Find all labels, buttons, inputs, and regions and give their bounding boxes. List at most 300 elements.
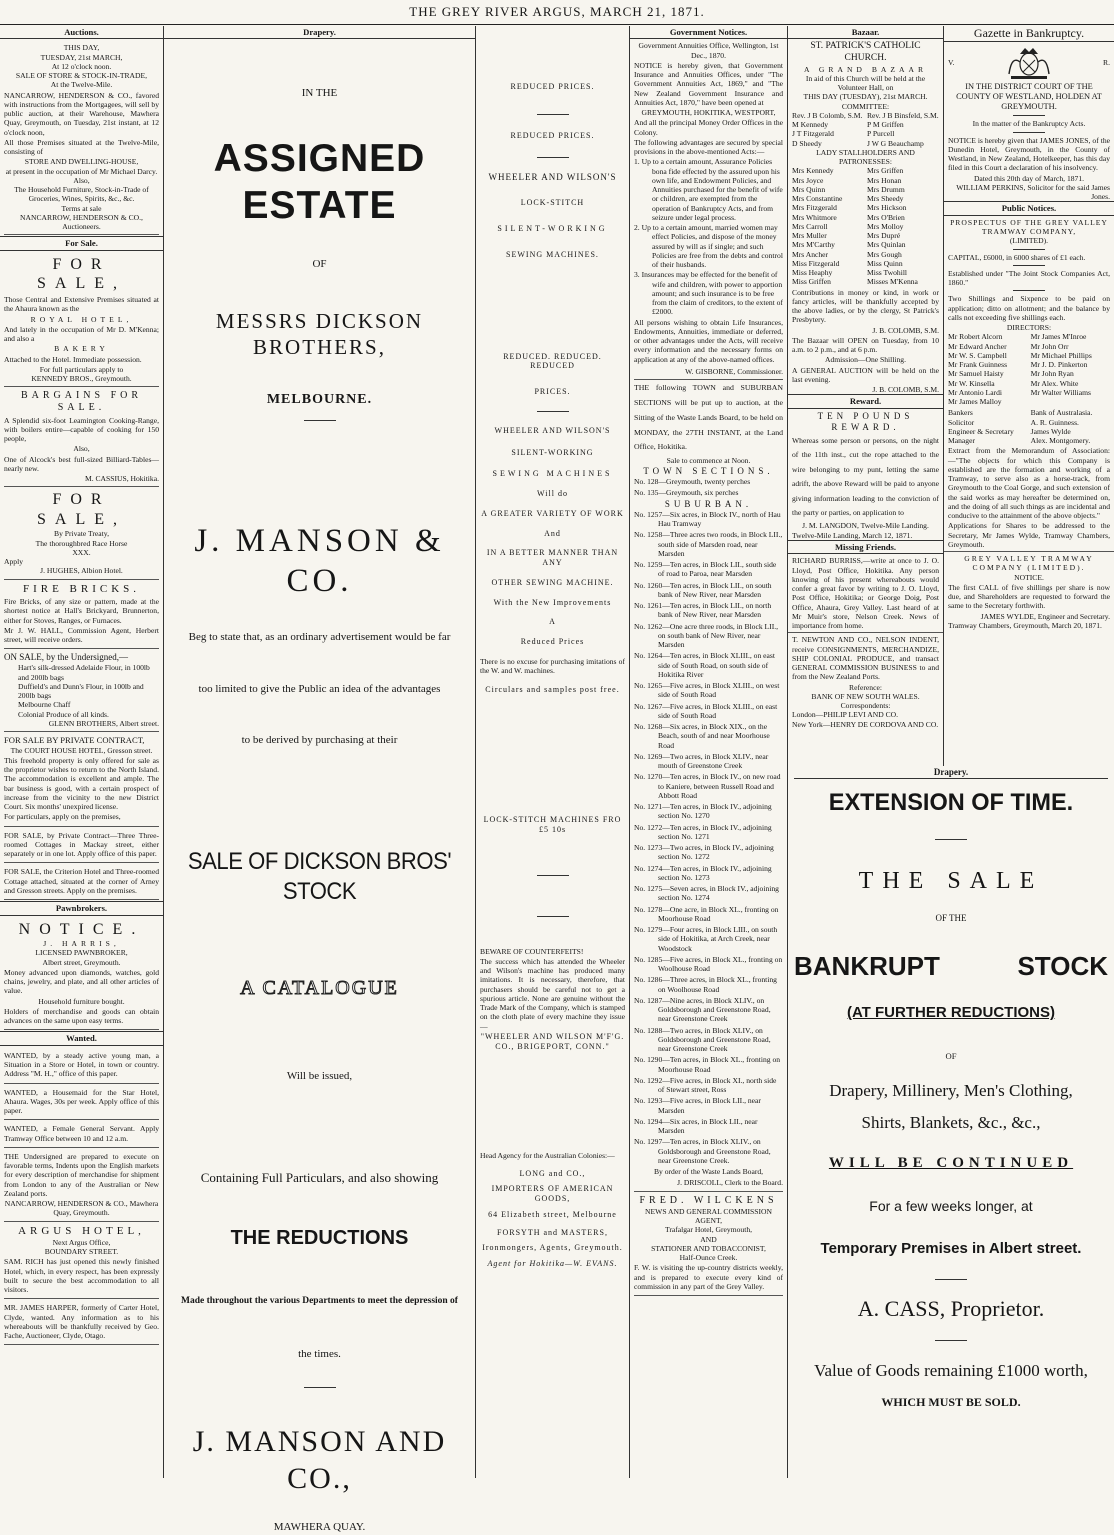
ad-line: DIRECTORS:	[1006, 323, 1052, 333]
advantages-list	[634, 157, 783, 316]
list-item: Mr Michael Phillips	[1030, 350, 1092, 360]
list-item: No. 1269—Two acres, in Block XLIV., near mouth of Greenstone Creek	[634, 751, 769, 771]
ad-line: STATIONER AND TOBACCONIST,	[651, 1243, 766, 1253]
list-item: Mrs Constantine	[792, 194, 843, 204]
ad-line: WHEELER AND WILSON'S	[494, 425, 611, 435]
divider	[537, 875, 569, 876]
ad-line: NEWS AND GENERAL COMMISSION AGENT,	[645, 1206, 772, 1226]
ad-line: Duffield's and Dunn's Flour, in 100lb and 200lb bags	[18, 681, 144, 701]
ad-body: FOR SALE, by Private Contract—Three Three-roomed Cottages in Mackay street, either separately or in one lot. Apply office of this paper.	[4, 830, 159, 859]
ad-line: R.	[1103, 58, 1110, 67]
ad-title: FOR SALE BY PRIVATE CONTRACT,	[4, 735, 145, 746]
list-item: Miss Twohill	[866, 268, 908, 278]
ad-body: A Splendid six-foot Leamington Cooking-Range, with boilers entire—capable of cooking for 150 people,	[4, 415, 159, 444]
list-item: Mr Walter Williams	[1030, 387, 1092, 397]
section-head-government: Government Notices.	[630, 26, 787, 39]
ad-line: (LIMITED).	[1009, 236, 1049, 246]
headline-word: STOCK	[1017, 951, 1108, 981]
ad-line: For a few weeks longer, at	[869, 1198, 1033, 1214]
list-item: No. 135—Greymouth, six perches	[634, 487, 739, 497]
section-head-missing-friends: Missing Friends.	[788, 540, 943, 554]
ad-line: PRICES.	[534, 387, 571, 397]
ad-line: Agent for Hokitika—W. EVANS.	[487, 1259, 618, 1269]
ad-body: For particulars, apply on the premises,	[4, 812, 121, 822]
ad-body: NOTICE is hereby given, that Government Insurance and Annuities Offices, under "The Government Annuities Act, 1869," and "The New Zealand Government Insurance and Annuities Act, 1870," have been opened at	[634, 60, 783, 107]
list-item: Mrs Sheedy	[866, 194, 904, 204]
list-item: No. 1279—Four acres, in Block LIII., on south side of Hokitika, at Arch Creek, near Woodstock	[634, 925, 778, 953]
section-head-drapery: Drapery.	[164, 26, 475, 39]
ad-line: IN THE DISTRICT COURT OF THE COUNTY OF WESTLAND, HOLDEN AT GREYMOUTH.	[956, 81, 1102, 112]
list-item: Mr James Malloy	[948, 397, 1002, 407]
column-6-notices	[944, 26, 1114, 766]
ad-wanted-housemaid	[4, 1085, 159, 1121]
ad-body: The success which has attended the Wheeler and Wilson's machine has produced many imitations. It is necessary, therefore, that purchasers should be careful not to get a spurious article. None are genuine without the Trade Mark of the Company, which is stamped on the cloth plate of every machine they issue—	[480, 956, 625, 1031]
ad-line: WHEELER AND WILSON'S	[488, 171, 617, 182]
list-item: Mrs Dupré	[866, 231, 901, 241]
ad-body: Those Central and Extensive Premises situated at the Ahaura known as the	[4, 295, 159, 314]
ad-line: NOTICE.	[1014, 572, 1044, 582]
officer-cell: Solicitor	[948, 417, 975, 427]
section-head-public-notices: Public Notices.	[944, 201, 1114, 215]
list-item: Mrs Quinlan	[866, 240, 906, 250]
ad-line: The COURT HOUSE HOTEL, Gresson street.	[10, 745, 153, 755]
list-item: No. 1259—Ten acres, in Block LII., south side of road to Paroa, near Marsden	[634, 560, 777, 579]
ad-race-horse	[4, 488, 159, 579]
list-item: No. 1268—Six acres, in Block XIX., on the Beach, south of and near Moorhouse Road	[634, 722, 770, 750]
ad-signature: MAWHERA QUAY.	[273, 1521, 366, 1534]
list-item: No. 1297—Ten acres, in Block XLIV., on Goldsborough and Greenstone Road, near Greenstone Creek.	[634, 1137, 771, 1165]
ad-line: WHICH MUST BE SOLD.	[881, 1395, 1021, 1409]
ad-title: TEN POUNDS REWARD.	[817, 410, 914, 432]
ad-line: to be derived by purchasing at their	[241, 734, 398, 747]
officer-row	[948, 436, 1110, 445]
officers-list	[948, 408, 1110, 445]
ad-line: OF	[945, 1051, 957, 1061]
divider	[1013, 290, 1045, 291]
ad-title: FIRE BRICKS.	[22, 582, 141, 595]
list-item: Mr Antonio Lardi	[948, 387, 1002, 397]
section-head-reward: Reward.	[788, 394, 943, 408]
list-item: Mrs Muller	[792, 231, 827, 241]
list-item: Rev. J B Colomb, S.M.	[792, 110, 863, 120]
ad-body: Established under "The Joint Stock Companies Act, 1860."	[948, 268, 1110, 288]
ad-line: For full particulars apply to	[39, 364, 124, 374]
ad-body: WANTED, a Female General Servant. Apply Tramway Office between 10 and 12 a.m.	[4, 1124, 159, 1143]
ad-title: ST. PATRICK'S CATHOLIC CHURCH.	[810, 41, 921, 64]
ad-line: Colonial Produce of all kinds.	[18, 709, 109, 719]
list-item: No. 1262—One acre three roods, in Block LII., on south bank of New River, near Marsden	[634, 621, 779, 650]
ad-royal-hotel	[4, 253, 159, 387]
ad-signature: W. GISBORNE, Commissioner.	[634, 365, 783, 380]
officer-cell: James Wylde	[1030, 426, 1071, 436]
list-item: No. 1265—Five acres, in Block XLIII., on west side of South Road	[634, 681, 780, 700]
ad-title: ARGUS HOTEL,	[18, 1224, 145, 1237]
ad-body: All persons wishing to obtain Life Insurances, Endowments, Annuities, immediate or deferred, or other advantages under the Acts, will receive every information and the necessary forms on application at any of the above-named offices.	[634, 317, 783, 364]
ad-line: Circulars and samples post free.	[485, 685, 620, 695]
ad-body: Holders of merchandise and goods can obtain advances on the same upon easy terms.	[4, 1006, 159, 1026]
divider	[304, 1387, 336, 1388]
ad-line: Reduced Prices	[520, 637, 585, 647]
list-item: No. 1286—Three acres, in Block XL., fronting on Woolhouse Road	[634, 975, 777, 994]
ad-body: Whereas some person or persons, on the night of the 11th inst., cut the rope attached to the wire belonging to my punt, letting the same adrift, the above Reward will be paid to anyone giving information leading to the conviction of the party or parties, on application to	[792, 435, 939, 517]
ad-line: SEWING MACHINES.	[506, 249, 599, 259]
list-item: Mr Robert Alcorn	[948, 332, 1003, 342]
ad-signature: M. CASSIUS, Hokitika.	[84, 474, 159, 484]
ad-title: BEWARE OF COUNTERFEITS!	[480, 946, 584, 956]
list-item: No. 1274—Ten acres, in Block IV., adjoining section No. 1273	[634, 863, 772, 882]
ad-body: The first CALL of five shillings per share is now due, and Shareholders are requested to forward the same to the Secretary forthwith.	[948, 582, 1110, 611]
ad-court-house-hotel	[4, 733, 159, 826]
ad-body: T. NEWTON AND CO., NELSON INDENT, receive CONSIGNMENTS, MERCHANDIZE, SHIP COLONIAL PRODUCE, and transact GENERAL COMMISSION BUSINESS to and from the New Zealand Ports.	[792, 635, 939, 682]
ad-line: Hart's silk-dressed Adelaide Flour, in 100lb and 200lb bags	[18, 663, 150, 682]
ad-line: Next Argus Office,	[52, 1237, 111, 1247]
ad-body: THE following TOWN and SUBURBAN SECTIONS will be put up to auction, at the Sitting of the Waste Lands Board, to be held on MONDAY, the 27TH INSTANT, at the Land Office, Hokitika.	[634, 383, 783, 452]
list-item: Mrs Ancher	[792, 249, 829, 259]
ad-line: THIS DAY (TUESDAY), 21st MARCH.	[803, 92, 928, 102]
suburban-lots-list	[634, 510, 783, 1165]
list-item: Mrs Honan	[866, 175, 902, 185]
list-item: Mr Alex. White	[1030, 378, 1079, 388]
column-2-drapery	[164, 26, 476, 1534]
ad-title: PROSPECTUS OF THE GREY VALLEY TRAMWAY COMPANY,	[950, 217, 1108, 237]
ad-body: Two Shillings and Sixpence to be paid on application; ditto on allotment; and the balance by calls not exceeding five shillings each.	[948, 294, 1110, 322]
ad-criterion-hotel	[4, 864, 159, 900]
list-item: No. 1270—Ten acres, in Block IV., on new road to Kaniere, between Russell Road and Abbott Road	[634, 772, 781, 800]
ad-body: A GENERAL AUCTION will be held on the last evening.	[792, 365, 939, 384]
ad-body: This freehold property is only offered for sale as the proprietor wishes to return to the North Island. The accommodation is excellent and ample. The bar business is good, with a certain prospect of increase from the vicinity to the new District Court. Six months' unexpired license.	[4, 755, 159, 812]
officer-row	[948, 418, 1110, 427]
drapery-bankrupt-stock-ad	[788, 766, 1114, 1478]
ad-line: CAPITAL, £6000, in 6000 shares of £1 each.	[948, 252, 1086, 262]
committee-list	[792, 111, 939, 148]
headline-manson: J. MANSON & CO.	[194, 522, 445, 599]
list-item: Mr W. S. Campbell	[948, 350, 1007, 360]
ad-body: SAM. RICH has just opened this newly finished Hotel, which, in every respect, has been expressly built to secure the best accommodation to all visitors.	[4, 1257, 159, 1295]
list-item: M Kennedy	[792, 120, 829, 130]
list-item: No. 1261—Ten acres, in Block LII., on north bank of New River, near Marsden	[634, 601, 772, 620]
ad-line: SILENT-WORKING	[497, 224, 608, 234]
ad-body: NOTICE is hereby given that JAMES JONES, of the Dunedin Hotel, Greymouth, in the County of Westland, in New Zealand, Hotelkeeper, has this day filed in this Court a declaration of his insolvency.	[948, 135, 1110, 173]
ad-line: Household furniture bought.	[38, 996, 125, 1006]
list-item: No. 1258—Three acres two roods, in Block LII., south side of Marsden road, near Marsden	[634, 530, 783, 558]
divider	[935, 839, 967, 840]
ad-body: Contributions in money or kind, in work or fancy articles, will be thankfully accepted by the above ladies, or by the clergy, St Patrick's Presbytery.	[792, 287, 939, 325]
ad-body: Extract from the Memorandum of Association:—"The objects for which this Company is established are the formation and working of a Tramway, to serve also as a horse-track, from Greymouth to the Coal Gorge, and such extension of the said works as may hereafter be determined on, and the doing of all such things as are incidental and conducive to the attainment of the above objects."	[948, 446, 1110, 521]
section-head-drapery-2: Drapery.	[794, 766, 1108, 779]
ladies-list	[792, 166, 939, 286]
list-item: Miss Fitzgerald	[792, 258, 840, 268]
ad-signature: JAMES WYLDE, Engineer and Secretary.	[980, 611, 1110, 621]
ad-signature: J. DRISCOLL, Clerk to the Board.	[634, 1176, 783, 1191]
ad-body: The following advantages are secured by special provisions in the above-mentioned Acts:—	[634, 137, 783, 157]
officer-cell: Alex. Montgomery.	[1030, 436, 1091, 446]
ad-line: Admission—One Shilling.	[824, 355, 906, 365]
divider	[1013, 249, 1045, 250]
ad-line: LONG and CO.,	[519, 1168, 586, 1178]
officer-row	[948, 408, 1110, 417]
ad-line: SALE OF STORE & STOCK-IN-TRADE,	[15, 71, 148, 81]
ad-body: And all the principal Money Order Offices in the Colony.	[634, 118, 783, 137]
ad-line: London—PHILIP LEVI AND CO.	[792, 710, 899, 720]
divider	[1013, 265, 1045, 266]
ad-argus-hotel	[4, 1223, 159, 1300]
ad-line: FORSYTH and MASTERS,	[497, 1227, 608, 1237]
ad-body: F. W. is visiting the up-country districts weekly, and is prepared to execute every kind of commission in any part of the Grey Valley.	[634, 1263, 783, 1291]
section-head-bazaar: Bazaar.	[788, 26, 943, 39]
ad-line: XXX.	[72, 547, 91, 557]
list-item: Rev. J B Binsfeld, S.M.	[866, 110, 939, 120]
list-item: Mrs Griffen	[866, 166, 904, 176]
headline-messrs: MESSRS DICKSON BROTHERS,	[215, 309, 424, 360]
officer-cell: Engineer & Secretary	[948, 426, 1014, 436]
list-item: Mrs Fitzgerald	[792, 203, 837, 213]
list-item: Mr J. D. Pinkerton	[1030, 360, 1088, 370]
ad-line: At 12 o'clock noon.	[51, 61, 112, 71]
ad-line: Also,	[73, 444, 90, 454]
ad-body: THE Undersigned are prepared to execute on favorable terms, Indents upon the English markets for every description of merchandise for shipment from London to any of the Australian or New Zealand ports.	[4, 1151, 159, 1198]
officer-cell: Bank of Australasia.	[1030, 408, 1093, 418]
ad-body: There is no excuse for purchasing imitations of the W. and W. machines.	[480, 656, 625, 676]
list-item: No. 1290—Ten acres, in Block XL., fronting on Moorhouse Road	[634, 1055, 781, 1074]
list-item: Miss Griffen	[792, 277, 831, 287]
ad-body: And lately in the occupation of Mr D. M'Kenna; and also a	[4, 324, 159, 343]
list-item: No. 1260—Ten acres, in Block LII., on south bank of New River, near Marsden	[634, 580, 772, 599]
ad-james-harper	[4, 1300, 159, 1345]
ad-body: The Bazaar will OPEN on Tuesday, from 10 a.m. to 2 p.m., and at 6 p.m.	[792, 335, 939, 355]
ad-body: WANTED, a Housemaid for the Star Hotel, Ahaura. Wages, 30s per week. Apply office of this paper.	[4, 1087, 159, 1115]
headline-sale: SALE OF DICKSON BROS' STOCK	[187, 848, 452, 905]
ad-wanted-servant	[4, 1121, 159, 1148]
list-item: No. 1264—Ten acres, in Block XLIII., on east side of South Road, on south side of Hokitika River	[634, 651, 775, 679]
list-item: No. 1267—Five acres, in Block XLIII., on east side of South Road	[634, 701, 778, 720]
ad-body: Money advanced upon diamonds, watches, gold chains, jewelry, and plate, and all other articles of value.	[4, 967, 159, 996]
list-item: 2. Up to a certain amount, married women may effect Policies, and dispose of the money assured by will as if single; and such Policies are free from the debts and control of their husbands.	[634, 223, 783, 270]
list-item: Mr W. Kinsella	[948, 378, 995, 388]
list-item: Misses M'Kenna	[866, 277, 918, 287]
ad-line: at present in the occupation of Mr Michael Darcy.	[5, 166, 158, 176]
ad-flour	[4, 650, 159, 732]
list-item: Mrs Hickson	[866, 203, 907, 213]
ad-cottages	[4, 828, 159, 864]
ad-line: In aid of this Church will be held at the Volunteer Hall, on	[805, 73, 926, 93]
ad-line: ROYAL HOTEL,	[30, 314, 133, 324]
list-item: Mr Edward Ancher	[948, 341, 1007, 351]
ad-line: Also,	[73, 175, 90, 185]
list-item: No. 1292—Five acres, in Block XI., north side of Stewart street, Ross	[634, 1075, 777, 1095]
headline-the-sale: THE SALE	[858, 868, 1044, 894]
ad-line: REDUCED PRICES.	[510, 130, 595, 140]
headline-melbourne: MELBOURNE.	[266, 391, 373, 407]
ad-line: too limited to give the Public an idea of the advantages	[198, 682, 441, 695]
ad-line: With the New Improvements	[493, 597, 612, 607]
divider	[1013, 132, 1045, 133]
officer-cell: Manager	[948, 436, 975, 446]
ad-signature: J. B. COLOMB, S.M.	[872, 325, 939, 335]
list-item: D Sheedy	[792, 138, 822, 148]
ad-line: Reference:	[849, 682, 882, 692]
ad-line: Ironmongers, Agents, Greymouth.	[482, 1243, 623, 1253]
list-item: Mrs Quinn	[792, 184, 826, 194]
ad-line: IMPORTERS OF AMERICAN GOODS,	[491, 1184, 614, 1204]
ad-line: REDUCED PRICES.	[510, 82, 595, 91]
list-item: 1. Up to a certain amount, Assurance Policies bona fide effected by the assured upon his own life, and Endowment Policies, and Annuities purchased for the benefit of wife or children, are exempted from the operation of Bankruptcy Acts, and from seizure under legal process.	[634, 157, 783, 222]
ad-line: And	[544, 528, 561, 538]
column-4-government	[630, 26, 788, 1478]
directors-list	[948, 332, 1110, 406]
ad-wanted-situation	[4, 1048, 159, 1084]
ad-body: All those Premises situated at the Twelve-Mile, consisting of	[4, 137, 159, 157]
ad-body: Mr J. W. HALL, Commission Agent, Herbert street, will receive orders.	[4, 625, 159, 645]
list-item: Miss Quinn	[866, 258, 903, 268]
ad-line: IN A BETTER MANNER THAN ANY	[486, 548, 619, 568]
ad-signature: WILLIAM PERKINS, Solicitor for the said James Jones.	[956, 182, 1110, 202]
ad-body: One of Alcock's best full-sized Billiard-Tables—nearly new.	[4, 454, 159, 473]
ad-signature: J. HUGHES, Albion Hotel.	[40, 566, 123, 576]
officer-row	[948, 427, 1110, 436]
ad-line: New York—HENRY DE CORDOVA AND CO.	[792, 719, 939, 729]
divider	[935, 1279, 967, 1280]
ad-line: A	[549, 617, 556, 627]
ad-line: BANK OF NEW SOUTH WALES.	[811, 691, 920, 701]
list-item: Miss Heaphy	[792, 268, 833, 278]
list-item: Mrs O'Brien	[866, 212, 905, 222]
ad-title: FOR SALE,	[37, 491, 126, 528]
ad-line: A GREATER VARIETY OF WORK	[481, 508, 624, 518]
list-item: No. 1294—Six acres, in Block LII., near Marsden	[634, 1116, 758, 1136]
ad-title: SUBURBAN.	[664, 499, 753, 510]
ad-line: The Household Furniture, Stock-in-Trade of Groceries, Wines, Spirits, &c., &c.	[14, 185, 149, 204]
headline-assigned-estate: ASSIGNED ESTATE	[213, 136, 426, 228]
list-item: Mrs Molloy	[866, 221, 904, 231]
list-item: No. 1273—Two acres, in Block IV., adjoining section No. 1272	[634, 843, 774, 862]
list-item: Mr Samuel Haisty	[948, 369, 1004, 379]
column-5-bazaar	[788, 26, 944, 766]
ad-line: Apply	[4, 557, 23, 567]
ad-title: Gazette in Bankruptcy.	[944, 26, 1114, 42]
list-item: 3. Insurances may be effected for the benefit of wife and children, with power to apportion amount; and such insurance is to be free from the claim of creditors, to the extent of £2000.	[634, 270, 783, 317]
list-item: No. 1278—One acre, in Block XL., fronting on Moorhouse Road	[634, 904, 779, 923]
ad-title: ON SALE, by the Undersigned,—	[4, 652, 128, 663]
list-item: No. 1272—Ten acres, in Block IV., adjoining section No. 1271	[634, 822, 772, 841]
ad-line: The thoroughbred Race Horse	[35, 538, 128, 548]
ad-bargains	[4, 388, 159, 487]
ad-line: GREYMOUTH, HOKITIKA, WESTPORT,	[641, 108, 776, 118]
ad-title: TOWN SECTIONS.	[643, 465, 774, 476]
headline-reductions: THE REDUCTIONS	[230, 1226, 409, 1249]
ad-line: OF	[312, 258, 327, 271]
ad-pawnbroker	[4, 918, 159, 1031]
ad-line: By order of the Waste Lands Board,	[653, 1167, 764, 1177]
ad-body: MR. JAMES HARPER, formerly of Carter Hotel, Clyde, wanted. Any information as to his whereabouts will be thankfully received by Geo. Fache, Auctioneer, Clyde, Otago.	[4, 1303, 159, 1341]
ad-line: Albert street, Greymouth.	[42, 957, 121, 967]
ad-line: Twelve-Mile Landing, March 12, 1871.	[792, 530, 913, 540]
ad-line: BAKERY	[54, 344, 109, 354]
ad-line: A GRAND BAZAAR	[803, 64, 928, 74]
ad-signature: J. M. LANGDON, Twelve-Mile Landing.	[802, 521, 929, 531]
section-head-auctions: Auctions.	[0, 26, 163, 39]
ad-title: NOTICE.	[18, 920, 145, 938]
ad-line: Beg to state that, as an ordinary advertisement would be far	[188, 631, 451, 644]
ad-body: Attached to the Hotel. Immediate possession.	[4, 354, 142, 364]
list-item: Mrs Kennedy	[792, 166, 834, 176]
ad-fire-bricks	[4, 581, 159, 650]
ad-line: OF THE	[935, 913, 967, 923]
ad-line: SEWING MACHINES	[492, 469, 613, 479]
officer-cell: Bankers	[948, 408, 973, 418]
ad-body: Applications for Shares to be addressed to the Secretary, Mr James Wylde, Tramway Chambers, Greymouth.	[948, 521, 1110, 549]
ad-line: Half-Ounce Creek.	[679, 1253, 738, 1263]
list-item: Mr John Ryan	[1030, 369, 1074, 379]
headline-catalogue: A CATALOGUE	[240, 977, 399, 999]
ad-line: 64 Elizabeth street, Melbourne	[488, 1209, 617, 1219]
headline-further-reductions: (AT FURTHER REDUCTIONS)	[846, 1004, 1056, 1021]
list-item: J W G Beauchamp	[866, 138, 924, 148]
ad-signature: NANCARROW, HENDERSON & CO., Auctioneers.	[20, 212, 143, 232]
list-item: Mr John Orr	[1030, 341, 1069, 351]
ad-body: FOR SALE, the Criterion Hotel and Three-roomed Cottage attached, situated at the corner of Arney and Gresson streets. Apply on the premises.	[4, 867, 159, 895]
ad-line: Melbourne Chaff	[18, 700, 71, 710]
list-item: Mr James M'Inroe	[1030, 332, 1087, 342]
ad-title: FRED. WILCKENS	[639, 1194, 778, 1206]
divider	[537, 411, 569, 412]
ad-line: Temporary Premises in Albert street.	[820, 1240, 1082, 1257]
list-item: Mrs M'Carthy	[792, 240, 835, 250]
ad-signature: J. B. COLOMB, S.M.	[872, 385, 939, 395]
headline-manson-and-co: J. MANSON AND CO.,	[192, 1425, 447, 1495]
list-item: Mrs Whitmore	[792, 212, 837, 222]
section-head-pawnbrokers: Pawnbrokers.	[0, 901, 163, 915]
ad-line: SILENT-WORKING	[511, 447, 594, 457]
ad-line: IN THE	[301, 87, 338, 100]
officer-cell: A. R. Guinness.	[1030, 417, 1079, 427]
column-3-sewing	[476, 26, 630, 1478]
ad-title: FOR SALE,	[37, 255, 126, 293]
ad-line: LOCK-STITCH MACHINES FRO £5 10s	[483, 815, 622, 834]
ad-line: Made throughout the various Departments to meet the depression of	[181, 1296, 458, 1307]
ad-line: Correspondents:	[840, 701, 891, 711]
ad-line: the times.	[298, 1347, 341, 1360]
ad-line: BOUNDARY STREET.	[44, 1247, 119, 1257]
ad-line: V.	[948, 58, 955, 67]
list-item: P Purcell	[866, 129, 895, 139]
ad-body: Fire Bricks, of any size or pattern, made at the shortest notice at Hall's Brickyard, Brunnerton, either for Stoves, Ranges, or Furnaces.	[4, 597, 159, 625]
ad-line: Head Agency for the Australian Colonies:—	[480, 1151, 615, 1161]
masthead: THE GREY RIVER ARGUS, MARCH 21, 1871.	[0, 0, 1114, 25]
list-item	[1031, 397, 1110, 406]
list-item: No. 1293—Five acres, in Block LII., near Marsden	[634, 1096, 761, 1115]
ad-line: Will be issued,	[286, 1070, 353, 1083]
ad-line: Value of Goods remaining £1000 worth,	[814, 1361, 1088, 1380]
ad-body: RICHARD BURRISS,—write at once to J. O. Lloyd, Post Office, Hokitika. Any person knowing of his present whereabouts would confer a great favor by writing to J. O. Lloyd, Post Office, Hokitika; or George Doig, Post Office, Ahaura, Grey Valley. Last heard of at Mr Muir's store, Nelson Creek. News of importance from home.	[792, 556, 939, 631]
ad-line: Tramway Chambers, Greymouth, March 20, 1871.	[948, 620, 1102, 630]
list-item: No. 1288—Two acres, in Block XLIV., on Goldsborough and Greenstone Road, near Greenstone Creek	[634, 1025, 771, 1054]
ad-title: BARGAINS FOR SALE.	[20, 390, 143, 414]
divider	[537, 157, 569, 158]
list-item: No. 1285—Five acres, in Block XL., fronting on Woolhouse Road	[634, 954, 783, 974]
section-head-wanted: Wanted.	[0, 1031, 163, 1045]
list-item: Mrs Carroll	[792, 221, 828, 231]
ad-line: LOCK-STITCH	[520, 198, 585, 208]
divider	[304, 420, 336, 421]
ad-line: Terms at sale	[61, 203, 102, 213]
ad-line: LADY STALLHOLDERS AND PATRONESSES:	[816, 147, 915, 167]
divider	[1013, 115, 1045, 116]
ad-line: Shirts, Blankets, &c., &c.,	[861, 1113, 1041, 1132]
column-1	[0, 26, 164, 1478]
ad-auction	[4, 41, 159, 235]
ad-line: AND	[700, 1234, 717, 1244]
ad-line: J. HARRIS,	[43, 939, 120, 949]
